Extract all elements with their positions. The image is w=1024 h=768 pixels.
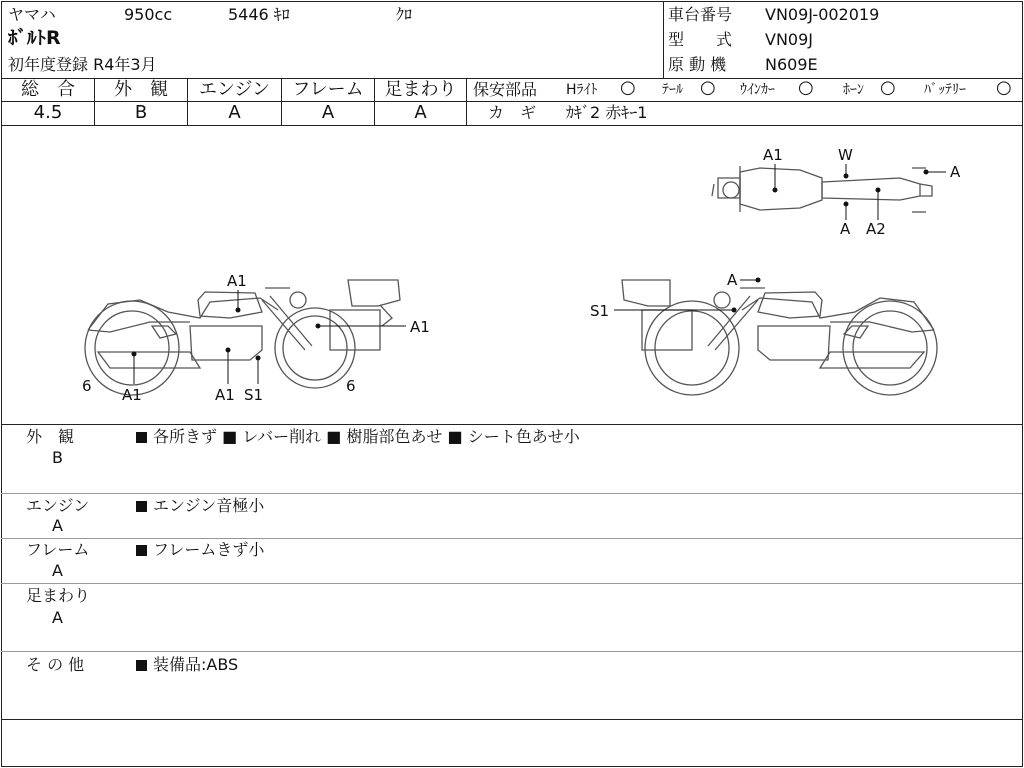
- right-label-a: A: [727, 271, 738, 289]
- registration: 初年度登録 R4年3月: [8, 55, 157, 74]
- left-label-s1: S1: [244, 386, 264, 404]
- overall-value: 4.5: [33, 102, 63, 123]
- top-label-a1: A1: [763, 146, 783, 164]
- horn-ok-mark: ○: [880, 77, 896, 98]
- frame-number: VN09J-002019: [765, 5, 880, 24]
- remark-suspension-grade: A: [52, 608, 63, 627]
- remark-engine-grade: A: [52, 516, 63, 535]
- maker: ヤマハ: [8, 5, 56, 24]
- remark-exterior-label: 外 観: [26, 427, 75, 446]
- overall-label: 総 合: [21, 79, 75, 100]
- engine-value: N609E: [765, 55, 818, 74]
- winker-ok-mark: ○: [798, 77, 814, 98]
- exterior-label: 外 観: [114, 79, 168, 100]
- model-name: ﾎﾞﾙﾄR: [8, 27, 61, 49]
- header-vsep: [663, 1, 664, 78]
- safety-item-horn: ﾎｰﾝ: [843, 82, 864, 98]
- remark-divider-1: [1, 493, 1022, 494]
- remark-engine-label: エンジン: [26, 496, 90, 515]
- bullet-icon: [136, 545, 147, 556]
- grade-bottom: [1, 125, 1022, 126]
- suspension-label: 足まわり: [384, 79, 457, 100]
- remark-divider-3: [1, 583, 1022, 584]
- top-label-a-mirror: A: [950, 163, 961, 181]
- top-label-a2: A2: [866, 220, 886, 238]
- color: ｸﾛ: [396, 5, 413, 24]
- frame-grade-value: A: [321, 102, 335, 123]
- left-label-a1-engine: A1: [215, 386, 235, 404]
- remark-exterior-text: 各所きず ■ レバー削れ ■ 樹脂部色あせ ■ シート色あせ小: [136, 427, 580, 447]
- type-value: VN09J: [765, 30, 813, 49]
- exterior-value: B: [134, 102, 148, 123]
- left-label-a1-seat: A1: [227, 272, 247, 290]
- safety-item-battery: ﾊﾞｯﾃﾘｰ: [924, 82, 966, 98]
- remark-divider-4: [1, 651, 1022, 652]
- left-label-6-front: 6: [346, 377, 356, 395]
- bullet-icon: [136, 660, 147, 671]
- bullet-icon: [136, 501, 147, 512]
- remark-frame-text: フレームきず小: [136, 540, 264, 560]
- mileage: 5446 ｷﾛ: [228, 5, 290, 24]
- top-label-w: W: [838, 146, 853, 164]
- left-label-a1-cowl: A1: [410, 318, 430, 336]
- type-label: 型 式: [668, 30, 733, 49]
- remark-suspension-label: 足まわり: [26, 586, 91, 605]
- battery-ok-mark: ○: [996, 77, 1012, 98]
- top-label-a-lower: A: [840, 220, 851, 238]
- diagram-bottom: [1, 424, 1022, 425]
- left-label-6-rear: 6: [82, 377, 92, 395]
- suspension-value: A: [414, 102, 427, 123]
- right-label-s1: S1: [590, 302, 610, 320]
- grade-vsep-5: [466, 78, 467, 125]
- safety-item-winker: ｳｲﾝｶｰ: [740, 82, 775, 98]
- remark-other-text: 装備品:ABS: [136, 655, 238, 675]
- remark-frame-grade: A: [52, 561, 63, 580]
- displacement: 950cc: [124, 5, 173, 24]
- remark-frame-label: フレーム: [26, 540, 90, 559]
- tail-ok-mark: ○: [700, 77, 716, 98]
- safety-item-tail: ﾃｰﾙ: [662, 82, 683, 98]
- remark-engine-text: エンジン音極小: [136, 496, 264, 516]
- key-value: ｶｷﾞ2 赤ｷｰ1: [566, 103, 648, 122]
- key-label: カ ギ: [488, 103, 537, 122]
- safety-item-headlight: Hﾗｲﾄ: [566, 82, 598, 98]
- left-label-a1-muffler: A1: [122, 386, 142, 404]
- remark-exterior-grade: B: [52, 448, 63, 467]
- engine-label: 原 動 機: [668, 55, 727, 74]
- engine-grade-label: エンジン: [198, 79, 271, 100]
- remark-other-label: そ の 他: [26, 655, 85, 674]
- engine-grade-value: A: [228, 102, 241, 123]
- frame-grade-label: フレーム: [292, 79, 364, 100]
- bullet-icon: [136, 432, 147, 443]
- headlight-ok-mark: ○: [620, 77, 636, 98]
- remark-divider-5: [1, 719, 1022, 720]
- safety-label: 保安部品: [473, 80, 538, 99]
- frame-number-label: 車台番号: [668, 5, 733, 24]
- remark-divider-2: [1, 538, 1022, 539]
- grade-divider: [1, 101, 1022, 102]
